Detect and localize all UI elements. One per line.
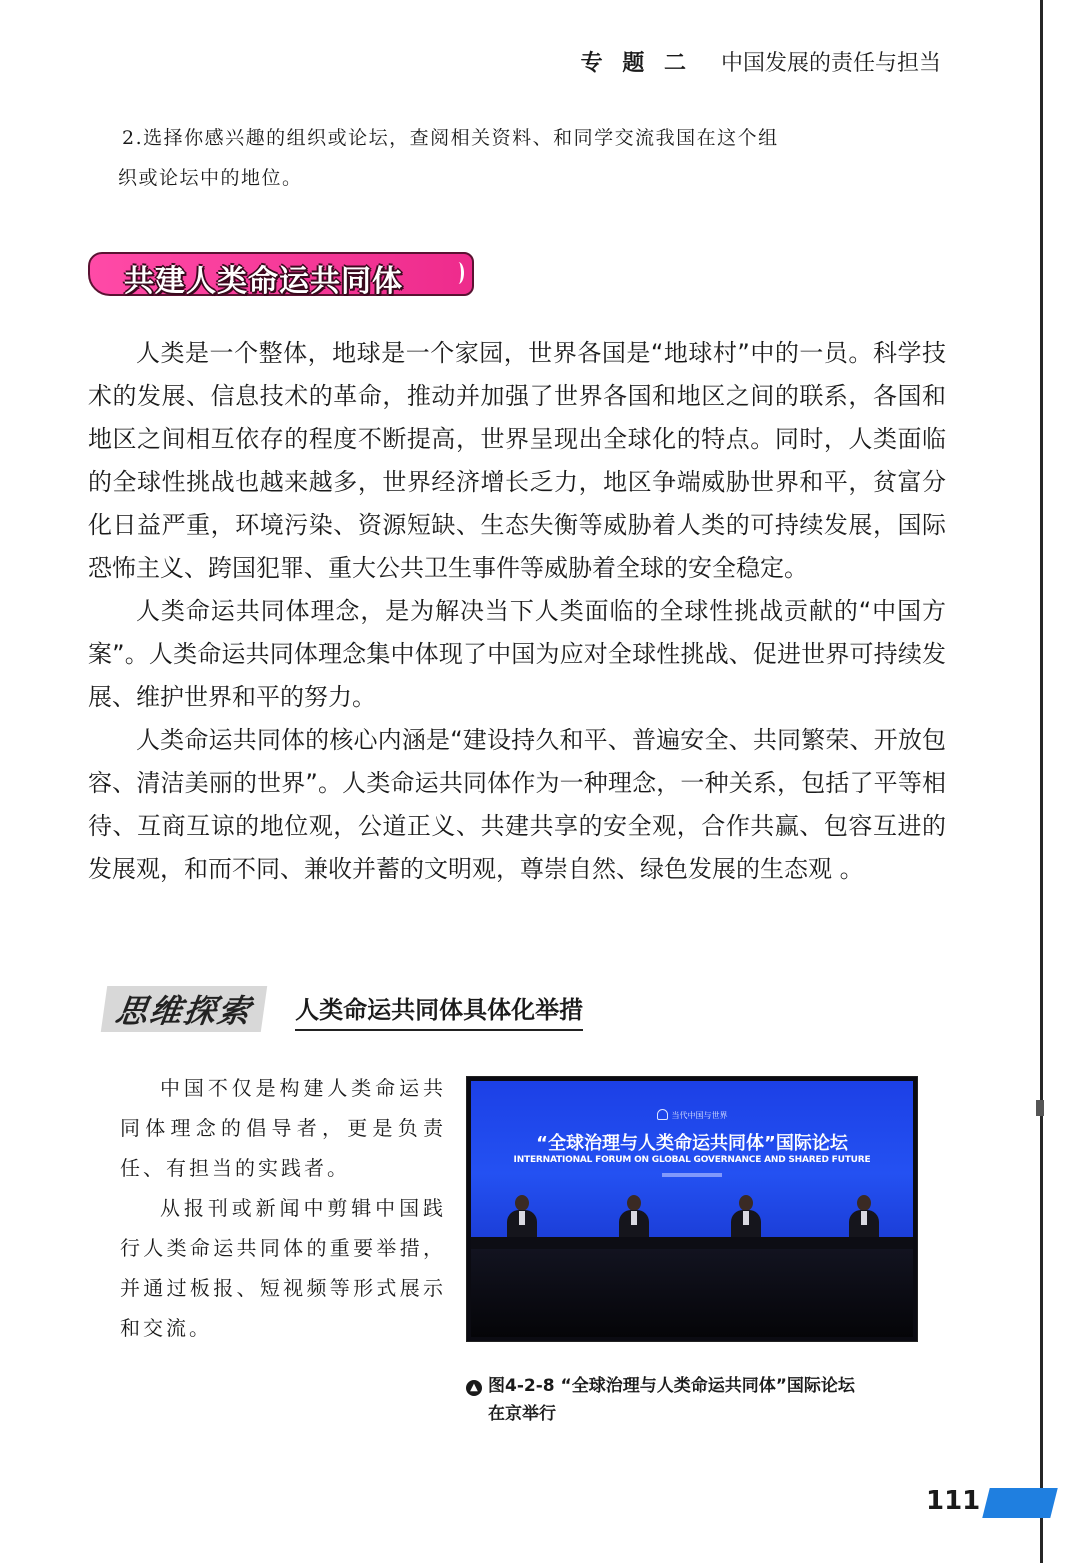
section-banner	[88, 252, 474, 299]
explore-heading	[104, 986, 583, 1032]
running-head	[581, 46, 941, 77]
body-paragraph-2: 人类命运共同体理念，是为解决当下人类面临的全球性挑战贡献的“中国方案”。人类命运共同体理念集中体现了中国为应对全球性挑战、促进世界可持续发展、维护世界和平的努力。	[88, 597, 946, 711]
forum-org-text: 当代中国与世界	[671, 1111, 728, 1120]
forum-title-cn: “全球治理与人类命运共同体”国际论坛	[536, 1133, 848, 1154]
page-edge-mark	[1036, 1100, 1044, 1116]
activity-item	[118, 118, 922, 198]
body-paragraph-1: 人类是一个整体，地球是一个家园，世界各国是“地球村”中的一员。科学技术的发展、信息技术的革命，推动并加强了世界各国和地区之间的联系，各国和地区之间相互依存的程度不断提高，世界呈现出全球化的特点。同时，人类面临的全球性挑战也越来越多，世界经济增长乏力，地区争端威胁世界和平，贫富分化日益严重，环境污染、资源短缺、生态失衡等威胁着人类的可持续发展，国际恐怖主义、跨国犯罪、重大公共卫生事件等威胁着全球的安全稳定。	[88, 339, 946, 582]
caption-triangle-icon: ▲	[466, 1380, 482, 1396]
caption-line-1: 图4-2-8 “全球治理与人类命运共同体”国际论坛	[488, 1376, 855, 1396]
explore-paragraph-2: 从报刊或新闻中剪辑中国践行人类命运共同体的重要举措，并通过板报、短视频等形式展示和交流。	[120, 1196, 446, 1340]
figure-caption	[466, 1372, 936, 1428]
section-title: 共建人类命运共同体	[124, 264, 403, 299]
explore-title: 人类命运共同体具体化举措	[295, 990, 583, 1031]
body-text	[88, 332, 946, 891]
topic-title: 中国发展的责任与担当	[720, 51, 941, 76]
forum-photo	[466, 1076, 918, 1342]
explore-paragraph-1: 中国不仅是构建人类命运共同体理念的倡导者，更是负责任、有担当的实践者。	[120, 1076, 446, 1180]
page-tab-marker	[982, 1488, 1057, 1518]
speaker-figure	[617, 1195, 651, 1243]
speaker-figure	[729, 1195, 763, 1243]
explore-text	[120, 1068, 446, 1348]
forum-subtitle-bar	[662, 1173, 722, 1177]
caption-line-2: 在京举行	[488, 1404, 556, 1424]
body-paragraph-3: 人类命运共同体的核心内涵是“建设持久和平、普遍安全、共同繁荣、开放包容、清洁美丽的世界”。人类命运共同体作为一种理念，一种关系，包括了平等相待、互商互谅的地位观，公道正义、共建共享的安全观，合作共赢、包容互进的发展观，和而不同、兼收并蓄的文明观，尊崇自然、绿色发展的生态观 。	[88, 726, 946, 883]
page-edge-line	[1040, 0, 1043, 1563]
activity-line-1: 2.选择你感兴趣的组织或论坛，查阅相关资料、和同学交流我国在这个组	[122, 127, 779, 149]
topic-label: 专 题 二	[580, 51, 692, 76]
forum-org-line	[471, 1109, 913, 1121]
speaker-figure	[505, 1195, 539, 1243]
org-logo-icon	[657, 1109, 668, 1120]
activity-line-2: 织或论坛中的地位。	[118, 167, 303, 189]
stage-floor	[471, 1249, 913, 1337]
forum-title-en: INTERNATIONAL FORUM ON GLOBAL GOVERNANCE AND SHARED FUTURE	[513, 1155, 871, 1165]
explore-tag: 思维探索	[101, 986, 267, 1032]
page-number: 111	[926, 1486, 981, 1516]
banner-swirl-icon	[453, 262, 464, 284]
speaker-figure	[847, 1195, 881, 1243]
